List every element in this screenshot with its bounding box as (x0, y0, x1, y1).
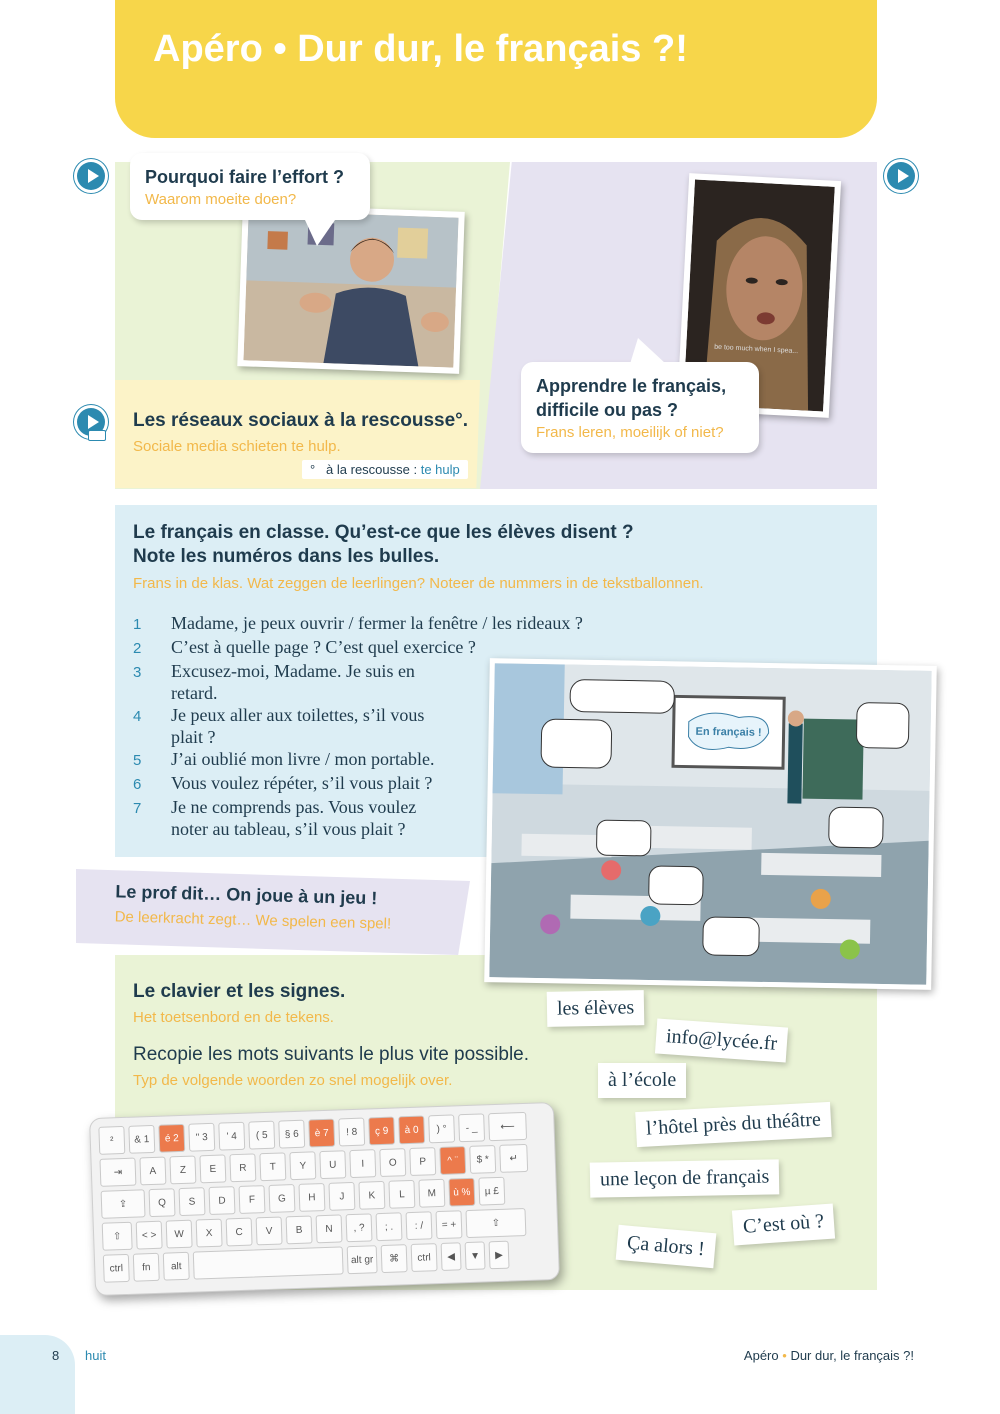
board-text: En français ! (695, 725, 762, 739)
social-subtitle: Sociale media schieten te hulp. (133, 438, 341, 455)
keyboard-key: à 0 (398, 1115, 425, 1144)
footnote-box (302, 460, 468, 479)
keyboard-key: alt gr (347, 1245, 378, 1274)
phrase-text (171, 796, 416, 840)
phrase-number: 5 (133, 752, 142, 769)
phrase-text (171, 636, 476, 660)
keyboard-key: M (418, 1179, 445, 1208)
keyboard-key: fn (133, 1253, 160, 1282)
keyboard-key: ^ ¨ (439, 1146, 466, 1175)
keyboard-key: $ * (469, 1145, 496, 1174)
keyboard-key: Q (149, 1188, 176, 1217)
phrase-line1: Excusez-moi, Madame. Je suis en (171, 661, 415, 681)
phrase-line1: Vous voulez répéter, s’il vous plait ? (171, 773, 433, 793)
keyboard-key: < > (136, 1221, 163, 1250)
bubble-title: Pourquoi faire l’effort ? (145, 167, 345, 187)
classroom-title-line1: Le français en classe. Qu’est-ce que les élèves disent ? (133, 522, 634, 543)
bubble-tail-left (305, 220, 335, 246)
keyboard-key: ⟵ (488, 1112, 527, 1141)
bubble-subtitle: Waarom moeite doen? (145, 191, 297, 208)
running-title (744, 1348, 914, 1363)
keyboard-key: & 1 (128, 1125, 155, 1154)
keyboard-key: ! 8 (338, 1118, 365, 1147)
photo-man-image (243, 210, 458, 367)
keyboard-key: A (139, 1157, 166, 1186)
word-card-1: les élèves (547, 990, 645, 1027)
keyboard-key: , ? (346, 1213, 373, 1242)
keyboard-key: U (319, 1150, 346, 1179)
keyboard-key: ▼ (465, 1241, 486, 1270)
phrase-line1: J’ai oublié mon livre / mon portable. (171, 749, 435, 769)
prof-subtitle: De leerkracht zegt… We spelen een spel! (114, 908, 392, 933)
keyboard-key: D (209, 1186, 236, 1215)
keyboard-key: V (256, 1217, 283, 1246)
keyboard-key: Z (169, 1155, 196, 1184)
keyboard-key: § 6 (278, 1120, 305, 1149)
keyboard-instruction-sub: Typ de volgende woorden zo snel mogelijk over. (133, 1072, 453, 1089)
speech-bubble-why-effort (130, 153, 370, 220)
keyboard-key: ctrl (103, 1254, 130, 1283)
keyboard-key: ⇧ (465, 1208, 526, 1238)
running-title-prefix: Apéro (743, 1348, 779, 1363)
keyboard-key: T (259, 1152, 286, 1181)
keyboard-key: ) ° (428, 1114, 455, 1143)
bubble-title-line1: Apprendre le français, (536, 376, 727, 396)
keyboard-title: Le clavier et les signes. (133, 981, 346, 1002)
phrase-text (171, 748, 434, 772)
footnote-mark: ° (310, 462, 316, 477)
phrase-text (171, 704, 424, 748)
screen-icon (88, 430, 106, 441)
keyboard-key: ⇪ (101, 1189, 146, 1219)
keyboard-key: ◀ (441, 1242, 462, 1271)
keyboard-key: ⇥ (99, 1158, 136, 1187)
phrase-text (171, 612, 583, 636)
keyboard-key: é 2 (158, 1124, 185, 1153)
photo-subtitle-text: be too much when I spea... (714, 343, 799, 356)
keyboard-key: ( 5 (248, 1121, 275, 1150)
page-header (115, 0, 877, 138)
word-card-3: à l’école (598, 1063, 686, 1098)
keyboard-key: ⌘ (381, 1244, 408, 1273)
running-title-bullet: • (782, 1348, 787, 1363)
classroom-title-line2: Note les numéros dans les bulles. (133, 546, 440, 567)
classroom-task (133, 521, 853, 592)
keyboard-key: W (166, 1220, 193, 1249)
prof-title: Le prof dit… On joue à un jeu ! (115, 881, 378, 909)
keyboard-key: L (388, 1180, 415, 1209)
bubble-subtitle: Frans leren, moeilijk of niet? (536, 424, 724, 441)
keyboard-key: S (179, 1187, 206, 1216)
classroom-drawing (489, 663, 931, 985)
keyboard-key: F (238, 1185, 265, 1214)
keyboard-key: ² (98, 1126, 125, 1155)
phrase-number: 7 (133, 800, 142, 817)
phrase-line1: C’est à quelle page ? C’est quel exercice ? (171, 637, 476, 657)
keyboard-key: C (226, 1218, 253, 1247)
phrase-line1: Madame, je peux ouvrir / fermer la fenêtre / les rideaux ? (171, 613, 583, 633)
keyboard-key: ▶ (489, 1241, 510, 1270)
keyboard-key: Y (289, 1151, 316, 1180)
phrase-number: 6 (133, 776, 142, 793)
word-card-4: l’hôtel près du théâtre (635, 1102, 832, 1147)
keyboard-key: ctrl (411, 1243, 438, 1272)
classroom-illustration (484, 658, 937, 990)
keyboard-key: G (268, 1184, 295, 1213)
keyboard-key: I (349, 1149, 376, 1178)
classroom-subtitle: Frans in de klas. Wat zeggen de leerlingen? Noteer de nummers in de tekstballonnen. (133, 575, 704, 592)
phrase-line1: Je ne comprends pas. Vous voulez (171, 797, 417, 817)
keyboard-key: ⇧ (102, 1222, 133, 1251)
social-title: Les réseaux sociaux à la rescousse°. (133, 410, 469, 431)
phrase-item (133, 612, 653, 636)
audio-play-icon-left[interactable] (77, 162, 105, 190)
keyboard-subtitle: Het toetsenbord en de tekens. (133, 1009, 334, 1026)
phrase-number: 2 (133, 640, 142, 657)
phrase-number: 4 (133, 708, 142, 725)
photo-man (237, 204, 465, 374)
keyboard-task (133, 981, 529, 1089)
keyboard-key: B (286, 1215, 313, 1244)
phrase-item (133, 636, 653, 660)
keyboard-key: E (199, 1154, 226, 1183)
audio-play-icon-right[interactable] (887, 162, 915, 190)
bubble-tail-right (630, 338, 666, 364)
footnote-dutch: te hulp (420, 462, 460, 477)
keyboard-key: H (298, 1183, 325, 1212)
keyboard-key: K (358, 1181, 385, 1210)
phrase-line2: plait ? (171, 727, 216, 747)
keyboard-key: è 7 (308, 1119, 335, 1148)
keyboard-key: alt (163, 1252, 190, 1281)
word-card-7: Ça alors ! (616, 1225, 716, 1268)
keyboard-image (89, 1102, 560, 1296)
footer-corner-decoration (0, 1335, 75, 1414)
keyboard-key: µ £ (478, 1177, 505, 1206)
phrase-text (171, 772, 432, 796)
word-card-6: C’est où ? (732, 1204, 835, 1246)
social-section (133, 410, 468, 455)
keyboard-key: X (196, 1219, 223, 1248)
keyboard-key: R (229, 1153, 256, 1182)
page-number-word: huit (85, 1348, 106, 1363)
footnote-french: à la rescousse : (326, 462, 418, 477)
keyboard-key: - _ (458, 1113, 485, 1142)
prof-section (114, 881, 392, 932)
keyboard-key: J (328, 1182, 355, 1211)
keyboard-key: N (316, 1214, 343, 1243)
word-card-5: une leçon de français (590, 1159, 780, 1197)
running-title-text: Dur dur, le français ?! (790, 1348, 914, 1363)
page-title: Apéro • Dur dur, le français ?! (153, 28, 688, 70)
keyboard-key: ; . (376, 1212, 403, 1241)
keyboard-key (193, 1246, 344, 1279)
bubble-title-line2: difficile ou pas ? (536, 400, 679, 420)
keyboard-key: ç 9 (368, 1117, 395, 1146)
keyboard-key: O (379, 1148, 406, 1177)
keyboard-key: ù % (448, 1178, 475, 1207)
phrase-line2: noter au tableau, s’il vous plait ? (171, 819, 406, 839)
keyboard-key: ' 4 (218, 1122, 245, 1151)
phrase-text (171, 660, 415, 704)
keyboard-key: = + (435, 1210, 462, 1239)
speech-bubble-difficult (521, 362, 759, 453)
phrase-number: 3 (133, 664, 142, 681)
phrase-line1: Je peux aller aux toilettes, s’il vous (171, 705, 425, 725)
keyboard-key: " 3 (188, 1123, 215, 1152)
keyboard-key: : / (406, 1211, 433, 1240)
keyboard-instruction: Recopie les mots suivants le plus vite possible. (133, 1044, 530, 1065)
word-card-2: info@lycée.fr (655, 1018, 788, 1062)
page-number: 8 (52, 1348, 60, 1363)
keyboard-key: ↵ (499, 1144, 528, 1173)
keyboard-key: P (409, 1147, 436, 1176)
phrase-number: 1 (133, 616, 142, 633)
phrase-line2: retard. (171, 683, 218, 703)
